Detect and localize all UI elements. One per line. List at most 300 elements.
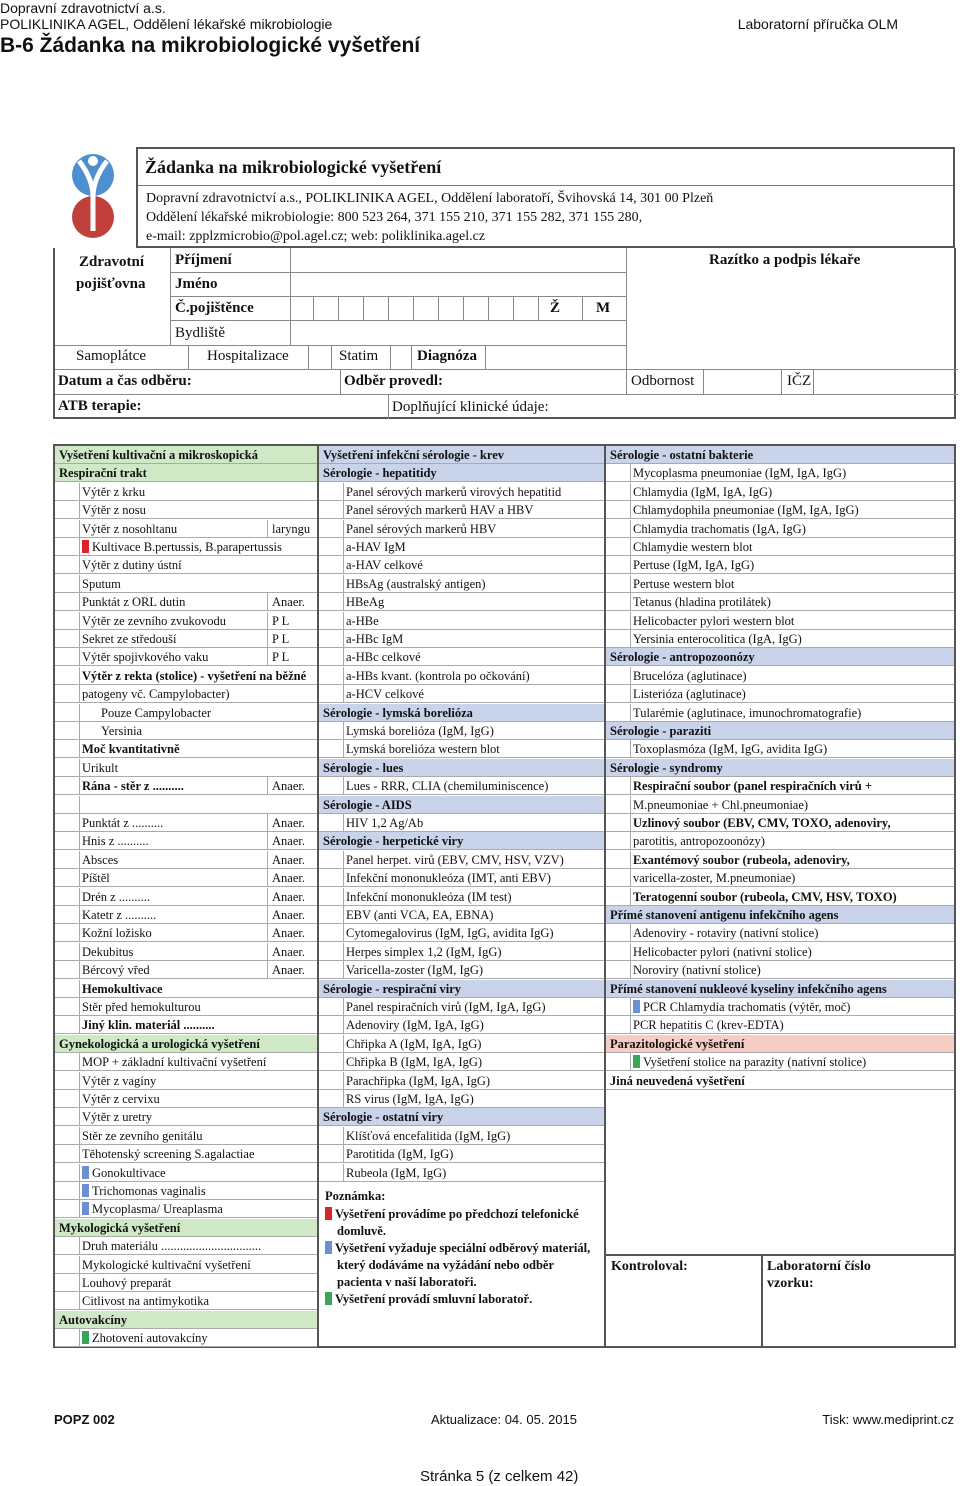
checkbox[interactable] <box>55 888 80 905</box>
test-item[interactable] <box>55 630 317 648</box>
test-item[interactable] <box>606 667 954 685</box>
test-item[interactable] <box>319 961 604 979</box>
test-label: Výtěr ze zevního zvukovodu <box>82 613 227 628</box>
checkbox[interactable] <box>55 906 80 923</box>
test-item[interactable] <box>55 483 317 501</box>
checkbox[interactable] <box>55 1200 80 1217</box>
test-label: Louhový preparát <box>82 1276 172 1290</box>
test-label: RS virus (IgM, IgA, IgG) <box>346 1092 474 1106</box>
checkbox[interactable] <box>606 704 631 721</box>
page-title: B-6 Žádanka na mikrobiologické vyšetření <box>0 34 421 57</box>
test-label: Sérologie - hepatitidy <box>323 466 437 481</box>
test-item[interactable] <box>55 722 317 740</box>
checkbox[interactable] <box>606 575 631 592</box>
option-label: Anaer. <box>267 888 317 906</box>
checkbox[interactable] <box>55 869 80 886</box>
request-form <box>53 147 956 419</box>
test-item[interactable] <box>319 667 604 685</box>
checkbox[interactable] <box>319 1090 344 1107</box>
test-item[interactable] <box>55 814 317 832</box>
checkbox[interactable] <box>55 924 80 941</box>
section-header <box>606 759 954 777</box>
checkbox[interactable] <box>606 483 631 500</box>
test-item[interactable] <box>55 1256 317 1274</box>
checkbox[interactable] <box>319 1053 344 1070</box>
test-label: Rubeola (IgM, IgG) <box>346 1165 447 1180</box>
test-item[interactable] <box>606 630 954 648</box>
test-grid: Vyšetření kultivační a mikroskopická Respirační trakt Výtěr z krku Výtěr z nosu Výtěr z nosohltanu laryngu Kultivace B.pertussis, B.parapertussis Výtěr z dutiny ústní Sputum Punktát z ORL dutin Anaer. Výtěr ze zevního zvukovodu P L Sekret ze středouší P L Výtěr spojivkového vaku P L Výtěr z rekta (stolice) - vyšetření na běžné patogeny vč. Campylobacter) Pouze Campylobacter Yersinia Moč kvantitativně Urikult Rána - stěr z .......... Anaer. Punktát z .......... Anaer. Hnis z .......... Anaer. Absces Anaer. Píštěl Anaer. Drén z .......... Anaer. Katetr z .......... Anaer. Kožní ložisko Anaer. Dekubitus Anaer. Bércový vřed Anaer. Hemokultivace Stěr před hemokulturou Jiný klin. materiál .......... Gynekologická a urologická vyšetření MOP + základní kultivační vyšetření Výtěr z vagíny Výtěr z cervixu Výtěr z uretry Stěr ze zevního genitálu Těhotenský screening S.agalactiae Gonokultivace Trichomonas vaginalis Mycoplasma/ Ureaplasma Mykologická vyšetření Druh materiálu ................................ Mykologické kultivační vyšetření Louhový preparát Citlivost na antimykotika Autovakcíny Zhotovení autovakcíny Vyšetření infekční sérologie - krev Sérologie - hepatitidy Panel sérových markerů virových hepatitid Panel sérových markerů HAV a HBV Panel sérových markerů HBV a-HAV IgM a-HAV celkové HBsAg (australský antigen) HBeAg a-HBe a-HBc IgM a-HBc celkové a-HBs kvant. (kontrola po očkování) a-HCV celkové Sérologie - lymská borelióza Lymská borelióza (IgM, IgG) Lymská borelióza western blot Sérologie - lues Lues - RRR, CLIA (chemiluminiscence) Sérologie - AIDS HIV 1,2 Ag/Ab Sérologie - herpetické viry Panel herpet. virů (EBV, CMV, HSV, VZV) Infekční mononukleóza (IMT, anti EBV) Infekční mononukleóza (IM test) EBV (anti VCA, EA, EBNA) Cytomegalovirus (IgM, IgG, avidita IgG) Herpes simplex 1,2 (IgM, IgG) Varicella-zoster (IgM, IgG) Sérologie - respirační viry Panel respiračních virů (IgM, IgA, IgG) Adenoviry (IgM, IgA, IgG) Chřipka A (IgM, IgA, IgG) Chřipka B (IgM, IgA, IgG) Parachřipka (IgM, IgA, IgG) RS virus (IgM, IgA, IgG) Sérologie - ostatní viry Klíšťová encefalitida (IgM, IgG) Parotitida (IgM, IgG) Rubeola (IgM, IgG) Sérologie - ostatní bakterie Mycoplasma pneumoniae (IgM, IgA, IgG) Chlamydia (IgM, IgA, IgG) Chlamydophila pneumoniae (IgM, IgA, IgG) Chlamydia trachomatis (IgA, IgG) Chlamydie western blot Pertuse (IgM, IgA, IgG) Pertuse western blot Tetanus (hladina protilátek) Helicobacter pylori western blot Yersinia enterocolitica (IgA, IgG) Sérologie - antropozoonózy Brucelóza (aglutinace) Listerióza (aglutinace) Tularémie (aglutinace, imunochromatografie) Sérologie - paraziti Toxoplasmóza (IgM, IgG, avidita IgG) Sérologie - syndromy Respirační soubor (panel respiračních virů + M.pneumoniae + Chl.pneumoniae) Uzlinový soubor (EBV, CMV, TOXO, adenoviry, parotitis, antropozoonózy) Exantémový soubor (rubeola, adenoviry, varicella-zoster, M.pneumoniae) Teratogenní soubor (rubeola, CMV, HSV, TOXO) Přímé stanovení antigenu infekčního agens Adenoviry - rotaviry (nativní stolice) Helicobacter pylori (nativní stolice) Noroviry (nativní stolice) Přímé stanovení nukleové kyseliny infekčního agens PCR Chlamydia trachomatis (výtěr, moč) PCR hepatitis C (krev-EDTA) Parazitologické vyšetření Vyšetření stolice na parazity (nativní stolice) Jiná neuvedená vyšetření Poznámka: Vyšetření provádíme po předchozí telefonické domluvě. Vyšetření vyžaduje speciální odběrový materiál, který dodáváme na vyžádání nebo odběr pacienta v naší laboratoři. Vyšetření provádí smluvní laboratoř. Kontroloval: Laboratorní číslo vzorku: <box>53 444 956 1348</box>
test-item[interactable] <box>55 924 317 942</box>
test-item[interactable] <box>55 1090 317 1108</box>
test-item[interactable] <box>55 1108 317 1126</box>
checkbox[interactable] <box>55 722 80 739</box>
sex-male[interactable]: M <box>596 300 611 316</box>
checkbox[interactable] <box>319 1072 344 1089</box>
checkbox[interactable] <box>319 612 344 629</box>
test-label: Mycoplasma/ Ureaplasma <box>92 1202 223 1217</box>
checkbox[interactable] <box>319 1127 344 1144</box>
test-label: Stěr ze zevního genitálu <box>82 1128 203 1143</box>
test-item[interactable] <box>55 943 317 961</box>
section-header <box>606 1035 954 1053</box>
checkbox[interactable] <box>606 777 631 794</box>
checkbox[interactable] <box>55 593 80 610</box>
checkbox[interactable] <box>55 556 80 573</box>
test-item[interactable] <box>606 520 954 538</box>
test-label: Mykologické kultivační vyšetření <box>82 1257 251 1272</box>
test-item[interactable] <box>319 1016 604 1034</box>
test-item[interactable] <box>606 538 954 556</box>
test-item[interactable] <box>606 998 954 1016</box>
test-label: Uzlinový soubor (EBV, CMV, TOXO, adenoviry, <box>633 816 891 830</box>
test-item[interactable] <box>55 832 317 850</box>
checkbox[interactable] <box>606 612 631 629</box>
test-label: Panel sérových markerů HBV <box>346 521 497 536</box>
sex-female[interactable]: Ž <box>550 300 561 316</box>
test-item[interactable] <box>55 1127 317 1145</box>
checkbox[interactable] <box>606 998 631 1015</box>
test-item[interactable] <box>319 998 604 1016</box>
checkbox[interactable] <box>55 538 80 555</box>
checkbox[interactable] <box>55 1274 80 1291</box>
checkbox[interactable] <box>55 998 80 1015</box>
checkbox[interactable] <box>606 1053 631 1070</box>
test-item[interactable] <box>55 648 317 666</box>
test-label: Panel sérových markerů HAV a HBV <box>346 503 534 518</box>
checkbox[interactable] <box>55 685 80 702</box>
checkbox[interactable] <box>55 961 80 978</box>
self-payer-option[interactable]: Samoplátce <box>76 348 146 364</box>
checkbox[interactable] <box>55 980 80 997</box>
checkbox[interactable] <box>606 943 631 960</box>
test-item[interactable] <box>55 1182 317 1200</box>
test-item[interactable] <box>606 888 954 906</box>
option-label: P L <box>267 612 317 630</box>
checkbox[interactable] <box>606 593 631 610</box>
test-item[interactable] <box>319 630 604 648</box>
test-label: a-HAV IgM <box>346 540 406 554</box>
checkbox[interactable] <box>55 501 80 518</box>
stamp-label: Razítko a podpis lékaře <box>709 252 861 268</box>
checkbox[interactable] <box>55 796 80 813</box>
test-label: Výtěr z nosohltanu <box>82 521 178 536</box>
section-header <box>606 446 954 464</box>
test-item[interactable] <box>319 1072 604 1090</box>
test-item[interactable] <box>606 851 954 869</box>
test-item[interactable] <box>55 704 317 722</box>
test-item[interactable] <box>606 961 954 979</box>
test-label: Panel respiračních virů (IgM, IgA, IgG) <box>346 1000 546 1014</box>
checkbox[interactable] <box>319 538 344 555</box>
checkbox[interactable] <box>55 1127 80 1144</box>
test-item[interactable] <box>55 796 317 814</box>
test-item[interactable] <box>55 740 317 758</box>
test-item[interactable] <box>319 575 604 593</box>
checkbox[interactable] <box>55 1237 80 1254</box>
checkbox[interactable] <box>319 906 344 923</box>
test-item[interactable] <box>319 1145 604 1163</box>
test-item[interactable] <box>606 943 954 961</box>
checkbox[interactable] <box>55 1164 80 1181</box>
test-item[interactable] <box>55 612 317 630</box>
patient-section <box>53 248 956 419</box>
test-label: Přímé stanovení nukleové kyseliny infekčního agens <box>610 981 887 996</box>
test-label: Adenoviry (IgM, IgA, IgG) <box>346 1018 484 1033</box>
checkbox[interactable] <box>319 593 344 610</box>
test-label: Brucelóza (aglutinace) <box>633 668 747 683</box>
test-label: Tularémie (aglutinace, imunochromatografie) <box>633 705 862 720</box>
checkbox[interactable] <box>55 777 80 794</box>
test-item[interactable] <box>55 777 317 795</box>
checkbox[interactable] <box>55 520 80 537</box>
checkbox[interactable] <box>319 520 344 537</box>
test-item[interactable] <box>55 980 317 998</box>
test-label: Výtěr z uretry <box>82 1110 153 1125</box>
test-label: Adenoviry - rotaviry (nativní stolice) <box>633 926 819 941</box>
test-label: Lymská borelióza (IgM, IgG) <box>346 724 494 738</box>
checkbox[interactable] <box>319 575 344 592</box>
checkbox[interactable] <box>55 630 80 647</box>
test-item[interactable] <box>319 648 604 666</box>
test-label: Rána - stěr z .......... <box>82 779 184 794</box>
test-item[interactable] <box>55 1053 317 1071</box>
section-header <box>55 446 317 464</box>
statim-option[interactable]: Statim <box>339 348 379 364</box>
test-label: Výtěr spojivkového vaku <box>82 650 209 665</box>
checkbox[interactable] <box>55 648 80 665</box>
checkbox[interactable] <box>55 1090 80 1107</box>
test-item[interactable] <box>55 906 317 924</box>
checkbox[interactable] <box>319 943 344 960</box>
sampling-time-label: Datum a čas odběru: <box>58 373 192 389</box>
checkbox[interactable] <box>55 1053 80 1070</box>
checkbox[interactable] <box>55 1108 80 1125</box>
checkbox[interactable] <box>606 924 631 941</box>
test-item[interactable] <box>55 759 317 777</box>
checkbox[interactable] <box>319 740 344 757</box>
test-item[interactable] <box>606 612 954 630</box>
test-item[interactable] <box>55 961 317 979</box>
checkbox[interactable] <box>319 924 344 941</box>
test-item[interactable] <box>606 814 954 832</box>
checkbox[interactable] <box>319 888 344 905</box>
test-item[interactable] <box>319 777 604 795</box>
test-label: Trichomonas vaginalis <box>92 1184 206 1198</box>
checkbox[interactable] <box>606 538 631 555</box>
insurer-label: Zdravotní <box>79 254 145 270</box>
checkbox[interactable] <box>55 1182 80 1199</box>
test-label: Sputum <box>82 576 121 591</box>
checkbox[interactable] <box>319 961 344 978</box>
checkbox[interactable] <box>55 943 80 960</box>
form-title: Žádanka na mikrobiologické vyšetření <box>145 157 442 177</box>
checkbox[interactable] <box>606 630 631 647</box>
test-item[interactable] <box>319 1053 604 1071</box>
test-item[interactable] <box>606 685 954 703</box>
checkbox[interactable] <box>606 796 631 813</box>
checkbox[interactable] <box>606 851 631 868</box>
checkbox[interactable] <box>319 1164 344 1181</box>
section-header <box>319 704 604 722</box>
test-label: parotitis, antropozoonózy) <box>633 834 765 849</box>
test-item[interactable] <box>606 704 954 722</box>
checkbox[interactable] <box>319 851 344 868</box>
checkbox[interactable] <box>319 722 344 739</box>
test-label: Jiná neuvedená vyšetření <box>610 1073 745 1088</box>
checkbox[interactable] <box>319 998 344 1015</box>
checkbox[interactable] <box>55 851 80 868</box>
test-item[interactable] <box>55 888 317 906</box>
test-item[interactable] <box>606 740 954 758</box>
test-item[interactable] <box>606 869 954 887</box>
test-item[interactable] <box>55 556 317 574</box>
checkbox[interactable] <box>55 704 80 721</box>
test-label: Sérologie - respirační viry <box>323 981 462 996</box>
checkbox[interactable] <box>319 814 344 831</box>
test-item[interactable] <box>55 685 317 703</box>
test-item[interactable] <box>55 1292 317 1310</box>
test-item[interactable] <box>55 1164 317 1182</box>
checkbox[interactable] <box>319 483 344 500</box>
checkbox[interactable] <box>606 869 631 886</box>
checkbox[interactable] <box>55 759 80 776</box>
test-item[interactable] <box>319 924 604 942</box>
section-header <box>319 796 604 814</box>
section-header <box>55 464 317 482</box>
test-label: PCR Chlamydia trachomatis (výtěr, moč) <box>643 1000 851 1014</box>
test-item[interactable] <box>319 740 604 758</box>
test-item[interactable] <box>606 777 954 795</box>
test-item[interactable] <box>55 501 317 519</box>
test-item[interactable] <box>319 869 604 887</box>
test-label: Chlamydia trachomatis (IgA, IgG) <box>633 521 806 536</box>
test-item[interactable] <box>319 612 604 630</box>
checkbox[interactable] <box>606 888 631 905</box>
test-item[interactable] <box>606 464 954 482</box>
test-label: Herpes simplex 1,2 (IgM, IgG) <box>346 944 502 959</box>
red-marker-icon <box>82 540 89 553</box>
checkbox[interactable] <box>606 961 631 978</box>
test-item[interactable] <box>606 556 954 574</box>
section-header <box>606 722 954 740</box>
checkbox[interactable] <box>55 483 80 500</box>
test-item[interactable] <box>319 556 604 574</box>
test-item[interactable] <box>55 1237 317 1255</box>
checkbox[interactable] <box>319 1145 344 1162</box>
test-item[interactable] <box>55 593 317 611</box>
test-label: Respirační trakt <box>59 466 147 481</box>
test-item[interactable] <box>55 1145 317 1163</box>
test-item[interactable] <box>55 998 317 1016</box>
test-label: Citlivost na antimykotika <box>82 1294 210 1309</box>
test-label: Yersinia enterocolitica (IgA, IgG) <box>633 632 802 646</box>
test-item[interactable] <box>55 667 317 685</box>
test-item[interactable] <box>319 943 604 961</box>
section-header <box>606 648 954 666</box>
test-label: Vyšetření stolice na parazity (nativní stolice) <box>643 1055 867 1070</box>
checkbox[interactable] <box>55 612 80 629</box>
test-item[interactable] <box>319 1164 604 1182</box>
test-label: Klíšťová encefalitida (IgM, IgG) <box>346 1128 511 1143</box>
test-item[interactable] <box>319 685 604 703</box>
test-label: Absces <box>82 852 119 867</box>
checkbox[interactable] <box>55 832 80 849</box>
test-item[interactable] <box>606 796 954 814</box>
test-item[interactable] <box>319 722 604 740</box>
insurance-number-label: Č.pojištěnce <box>175 300 254 316</box>
test-item[interactable] <box>319 814 604 832</box>
option-label: Anaer. <box>267 593 317 611</box>
checkbox[interactable] <box>606 501 631 518</box>
test-item[interactable] <box>319 483 604 501</box>
checkbox[interactable] <box>319 1035 344 1052</box>
test-label: Autovakcíny <box>59 1312 128 1327</box>
test-label: Moč kvantitativně <box>82 742 180 757</box>
notes-title: Poznámka: <box>325 1189 386 1203</box>
test-label: Výtěr z nosu <box>82 503 146 518</box>
test-item[interactable] <box>606 1016 954 1034</box>
checkbox[interactable] <box>55 1329 80 1346</box>
option-label: Anaer. <box>267 961 317 979</box>
test-item[interactable] <box>319 851 604 869</box>
checkbox[interactable] <box>55 667 80 684</box>
test-label: Lues - RRR, CLIA (chemiluminiscence) <box>346 779 549 794</box>
test-label: Teratogenní soubor (rubeola, CMV, HSV, TOXO) <box>633 889 897 904</box>
test-item[interactable] <box>319 501 604 519</box>
test-label: Chlamydia (IgM, IgA, IgG) <box>633 484 773 499</box>
section-header <box>319 446 604 464</box>
test-item[interactable] <box>55 1016 317 1034</box>
test-label: Varicella-zoster (IgM, IgG) <box>346 963 484 978</box>
test-item[interactable] <box>319 520 604 538</box>
test-item[interactable] <box>55 851 317 869</box>
checkbox[interactable] <box>606 1016 631 1033</box>
test-item[interactable] <box>319 1035 604 1053</box>
checkbox[interactable] <box>55 1256 80 1273</box>
checkbox[interactable] <box>55 575 80 592</box>
test-label: Pertuse western blot <box>633 576 735 591</box>
test-item[interactable] <box>55 1329 317 1347</box>
checkbox[interactable] <box>55 740 80 757</box>
test-item[interactable] <box>606 832 954 850</box>
checkbox[interactable] <box>319 648 344 665</box>
test-item[interactable] <box>55 1072 317 1090</box>
test-item[interactable] <box>606 483 954 501</box>
agel-logo-icon <box>69 153 117 239</box>
checkbox[interactable] <box>606 740 631 757</box>
checkbox[interactable] <box>319 667 344 684</box>
test-item[interactable] <box>606 575 954 593</box>
surname-label: Příjmení <box>175 252 232 268</box>
checkbox[interactable] <box>319 630 344 647</box>
test-label: HBsAg (australský antigen) <box>346 576 486 591</box>
test-label: M.pneumoniae + Chl.pneumoniae) <box>633 797 809 812</box>
test-item[interactable] <box>319 888 604 906</box>
test-item[interactable] <box>319 538 604 556</box>
checkbox[interactable] <box>606 667 631 684</box>
checkbox[interactable] <box>55 1016 80 1033</box>
checkbox[interactable] <box>606 464 631 481</box>
test-item[interactable] <box>55 1200 317 1218</box>
test-label: Yersinia <box>101 724 143 738</box>
test-label: PCR hepatitis C (krev-EDTA) <box>633 1018 784 1033</box>
checkbox[interactable] <box>55 1292 80 1309</box>
test-item[interactable] <box>319 593 604 611</box>
test-item[interactable] <box>606 593 954 611</box>
test-item[interactable] <box>319 906 604 924</box>
test-label: Mykologická vyšetření <box>59 1220 181 1235</box>
test-label: Výtěr z rekta (stolice) - vyšetření na běžné <box>82 668 307 683</box>
test-item[interactable] <box>55 869 317 887</box>
test-item[interactable] <box>319 1127 604 1145</box>
green-marker-icon <box>325 1292 332 1305</box>
test-label: Píštěl <box>82 871 110 886</box>
checkbox[interactable] <box>319 869 344 886</box>
insurer-label-2: pojišťovna <box>76 276 146 292</box>
checkbox[interactable] <box>606 685 631 702</box>
checkbox[interactable] <box>319 685 344 702</box>
test-label: Noroviry (nativní stolice) <box>633 963 761 978</box>
test-item[interactable] <box>606 1053 954 1071</box>
test-item[interactable] <box>55 538 317 556</box>
checkbox[interactable] <box>606 556 631 573</box>
checkbox[interactable] <box>319 501 344 518</box>
checkbox[interactable] <box>606 520 631 537</box>
test-item[interactable] <box>606 501 954 519</box>
test-label: Parazitologické vyšetření <box>610 1036 745 1051</box>
checkbox[interactable] <box>55 814 80 831</box>
checkbox[interactable] <box>319 777 344 794</box>
test-item[interactable] <box>606 924 954 942</box>
checkbox[interactable] <box>606 814 631 831</box>
option-label: Anaer. <box>267 943 317 961</box>
checkbox[interactable] <box>606 832 631 849</box>
hospitalization-option[interactable]: Hospitalizace <box>207 348 289 364</box>
option-label: Anaer. <box>267 869 317 887</box>
checkbox[interactable] <box>319 1016 344 1033</box>
test-item[interactable] <box>55 575 317 593</box>
green-marker-icon <box>82 1331 89 1344</box>
test-label: Vyšetření infekční sérologie - krev <box>323 448 504 462</box>
checkbox[interactable] <box>319 556 344 573</box>
checkbox[interactable] <box>55 1145 80 1162</box>
test-item[interactable] <box>319 1090 604 1108</box>
test-item[interactable] <box>55 520 317 538</box>
test-label: Sérologie - ostatní bakterie <box>610 448 754 462</box>
test-label: Lymská borelióza western blot <box>346 742 500 757</box>
test-item[interactable] <box>55 1274 317 1292</box>
checkbox[interactable] <box>55 1072 80 1089</box>
